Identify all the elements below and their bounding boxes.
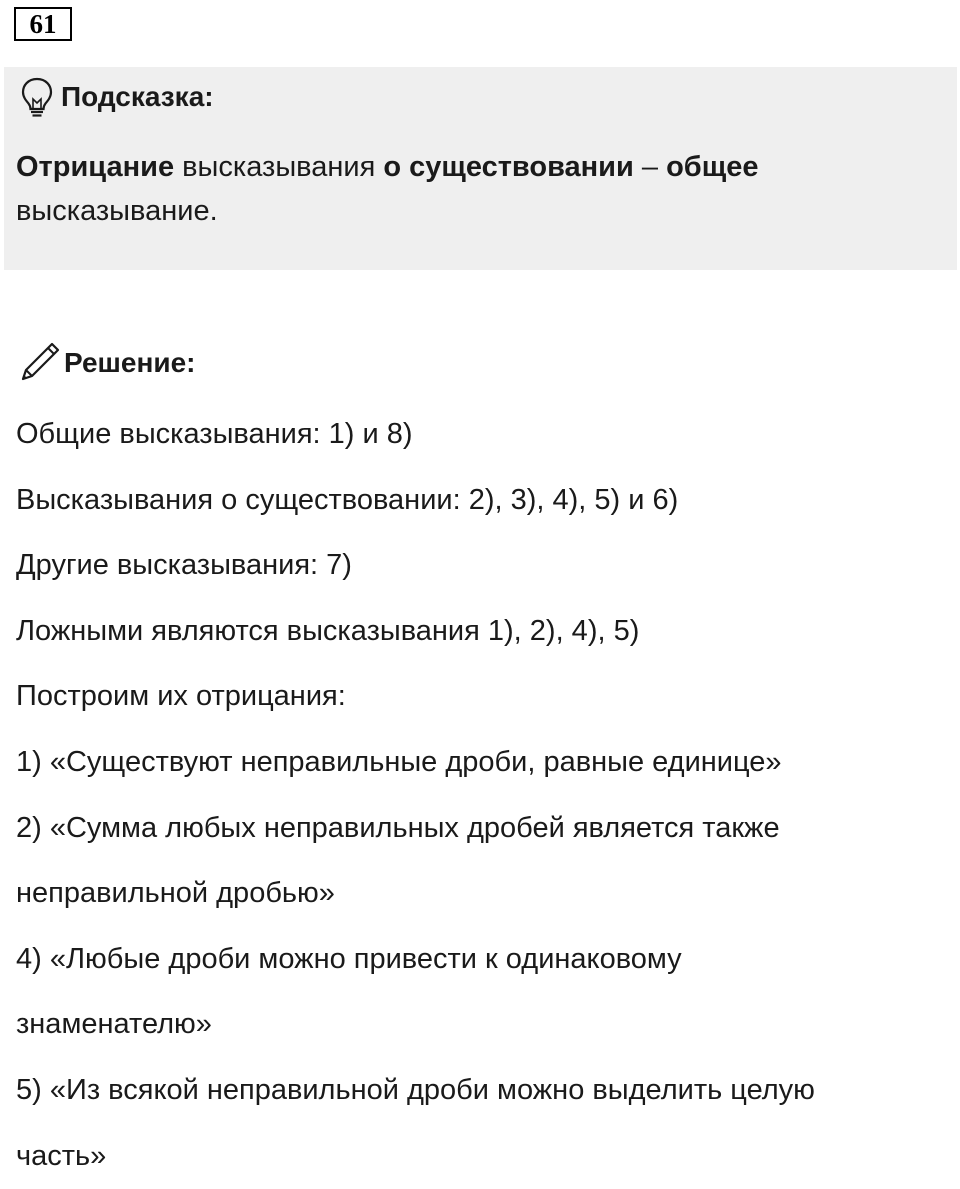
lightbulb-icon: [18, 76, 56, 118]
hint-plain-2: –: [633, 151, 667, 183]
solution-line: 1) «Существуют неправильные дроби, равные единице»: [16, 745, 782, 778]
hint-box: [4, 67, 957, 270]
solution-line: 5) «Из всякой неправильной дроби можно выделить целую: [16, 1073, 815, 1106]
solution-line: неправильной дробью»: [16, 877, 335, 910]
solution-line: часть»: [16, 1139, 107, 1172]
solution-line: Общие высказывания: 1) и 8): [16, 418, 413, 450]
hint-plain-1: высказывания: [174, 151, 384, 183]
solution-line: Высказывания о существовании: 2), 3), 4), 5) и 6): [16, 483, 679, 516]
solution-line: 4) «Любые дроби можно привести к одинаковому: [16, 942, 682, 975]
solution-line: Другие высказывания: 7): [16, 549, 352, 582]
hint-bold-negation: Отрицание: [16, 151, 175, 183]
solution-line: Построим их отрицания:: [16, 680, 346, 713]
solution-title: Решение:: [64, 347, 196, 378]
hint-text: [16, 145, 896, 233]
solution-line: 2) «Сумма любых неправильных дробей является также: [16, 811, 780, 844]
hint-bold-general: общее: [666, 151, 759, 183]
solution-body: [16, 402, 946, 1189]
pencil-icon: [18, 340, 62, 384]
hint-bold-existence: о существовании: [383, 151, 634, 183]
hint-title: Подсказка:: [61, 81, 214, 112]
solution-line: знаменателю»: [16, 1008, 212, 1041]
hint-plain-3: высказывание.: [16, 195, 218, 227]
solution-line: Ложными являются высказывания 1), 2), 4), 5): [16, 614, 640, 647]
task-number: 61: [14, 7, 72, 41]
